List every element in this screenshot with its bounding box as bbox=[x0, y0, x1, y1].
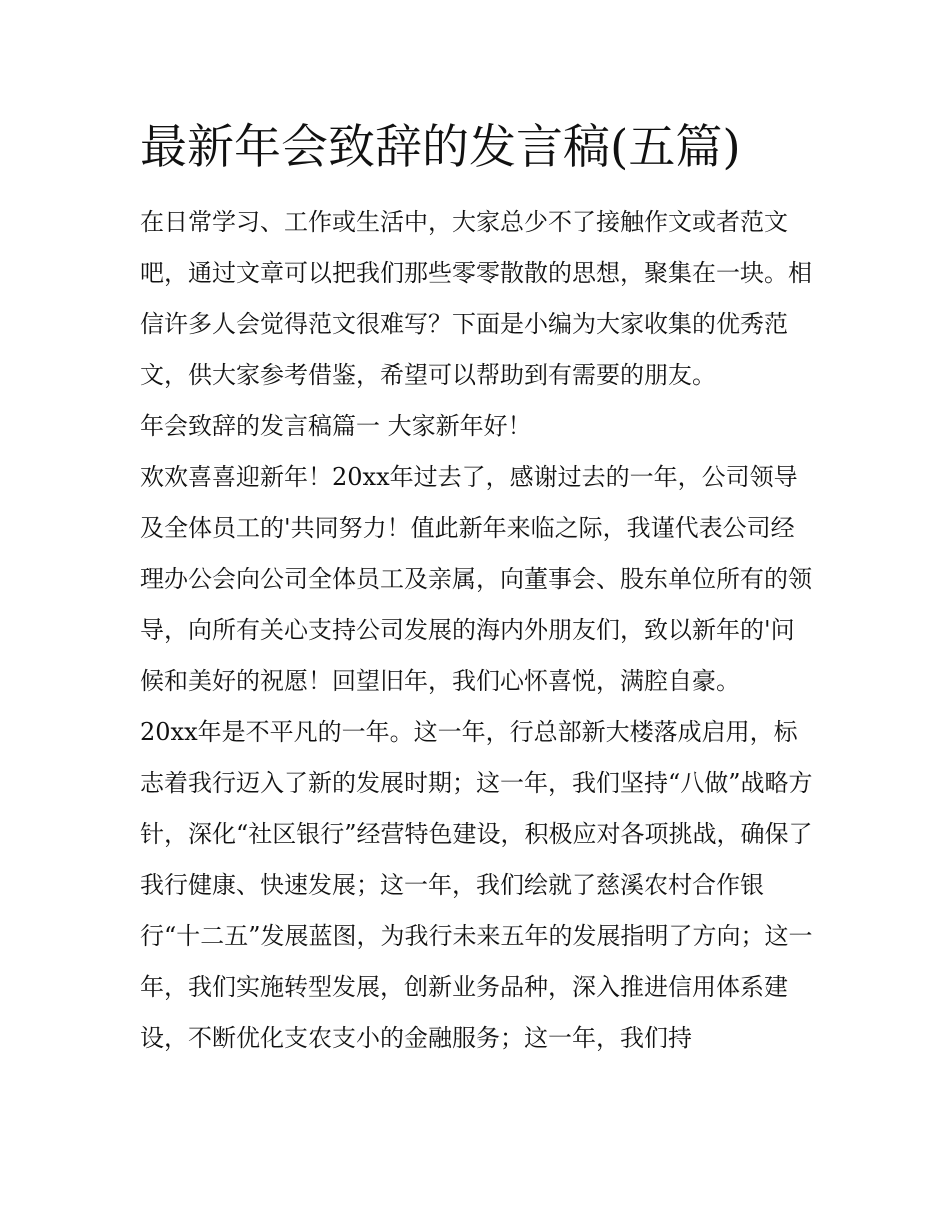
paragraph-section-heading: 年会致辞的发言稿篇一 大家新年好！ bbox=[140, 412, 532, 440]
document-title: 最新年会致辞的发言稿(五篇) bbox=[140, 120, 741, 175]
paragraph-intro: 在日常学习、工作或生活中，大家总少不了接触作文或者范文吧，通过文章可以把我们那些零零散散的思想，聚集在一块。相信许多人会觉得范文很难写？下面是小编为大家收集的优秀范文，供大家参考借鉴，希望可以帮助到有需要的朋友。 bbox=[140, 208, 812, 389]
document-body bbox=[140, 197, 815, 1064]
paragraph-greeting: 欢欢喜喜迎新年！20xx年过去了，感谢过去的一年，公司领导及全体员工的'共同努力！值此新年来临之际，我谨代表公司经理办公会向公司全体员工及亲属，向董事会、股东单位所有的领导，向所有关心支持公司发展的海内外朋友们，致以新年的'问候和美好的祝愿！回望旧年，我们心怀喜悦，满腔自豪。 bbox=[140, 463, 812, 695]
paragraph-review: 20xx年是不平凡的一年。这一年，行总部新大楼落成启用，标志着我行迈入了新的发展时期；这一年，我们坚持“八做”战略方针，深化“社区银行”经营特色建设，积极应对各项挑战，确保了我行健康、快速发展；这一年，我们绘就了慈溪农村合作银行“十二五”发展蓝图，为我行未来五年的发展指明了方向；这一年，我们实施转型发展，创新业务品种，深入推进信用体系建设，不断优化支农支小的金融服务；这一年，我们持 bbox=[140, 718, 813, 1052]
